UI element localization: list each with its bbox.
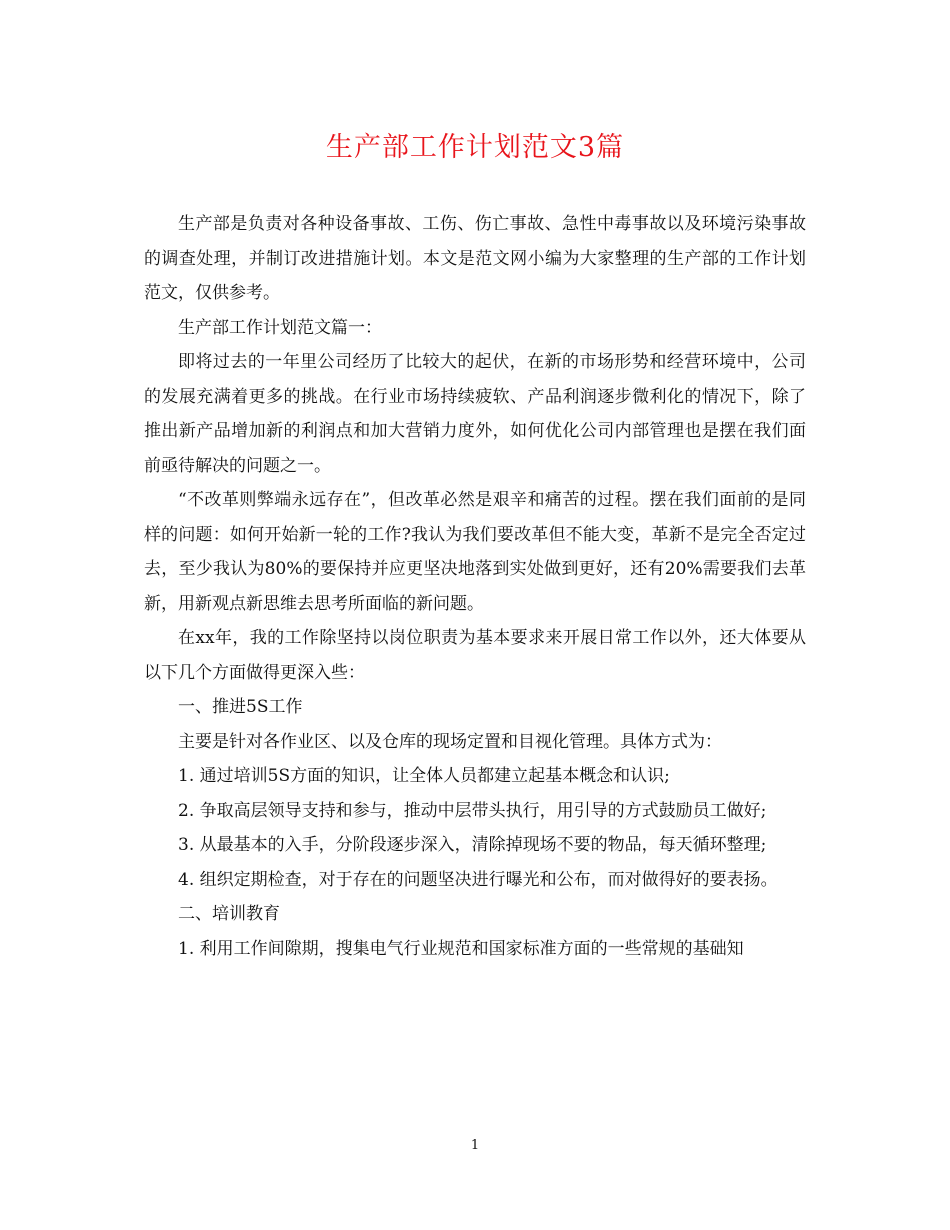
list-item: 4. 组织定期检查，对于存在的问题坚决进行曝光和公布，而对做得好的要表扬。 — [178, 869, 778, 890]
paragraph-heading-5s: 一、推进5S工作 — [178, 697, 303, 717]
paragraph-section-heading: 生产部工作计划范文篇一： — [178, 317, 382, 338]
page-number: 1 — [470, 1138, 480, 1153]
paragraph: 主要是针对各作业区、以及仓库的现场定置和目视化管理。具体方式为： — [178, 731, 722, 752]
paragraph: “不改革则弊端永远存在”，但改革必然是艰辛和痛苦的过程。摆在我们面前的是同样的问题：如何开始新一轮的工作?我认为我们要改革但不能大变，革新不是完全否定过去，至少我认为80%的要保持并应更坚决地落到实处做到更好，还有20%需要我们去革新，用新观点新思维去思考所面临的新问题。 — [144, 490, 806, 614]
document-body — [144, 207, 806, 966]
list-item: 1. 利用工作间隙期，搜集电气行业规范和国家标准方面的一些常规的基础知 — [178, 938, 744, 959]
paragraph-heading-training: 二、培训教育 — [178, 904, 280, 924]
document-title: 生产部工作计划范文3篇 — [325, 132, 625, 163]
paragraph: 即将过去的一年里公司经历了比较大的起伏，在新的市场形势和经营环境中，公司的发展充满着更多的挑战。在行业市场持续疲软、产品利润逐步微利化的情况下，除了推出新产品增加新的利润点和加大营销力度外，如何优化公司内部管理也是摆在我们面前亟待解决的问题之一。 — [144, 352, 806, 476]
paragraph-intro: 生产部是负责对各种设备事故、工伤、伤亡事故、急性中毒事故以及环境污染事故的调查处理，并制订改进措施计划。本文是范文网小编为大家整理的生产部的工作计划范文，仅供参考。 — [144, 214, 806, 303]
list-item: 2. 争取高层领导支持和参与，推动中层带头执行，用引导的方式鼓励员工做好; — [178, 800, 767, 821]
list-item: 3. 从最基本的入手，分阶段逐步深入，清除掉现场不要的物品，每天循环整理; — [178, 835, 767, 855]
paragraph: 在xx年，我的工作除坚持以岗位职责为基本要求来开展日常工作以外，还大体要从以下几个方面做得更深入些： — [144, 628, 806, 683]
list-item: 1. 通过培训5S方面的知识，让全体人员都建立起基本概念和认识; — [178, 766, 670, 786]
